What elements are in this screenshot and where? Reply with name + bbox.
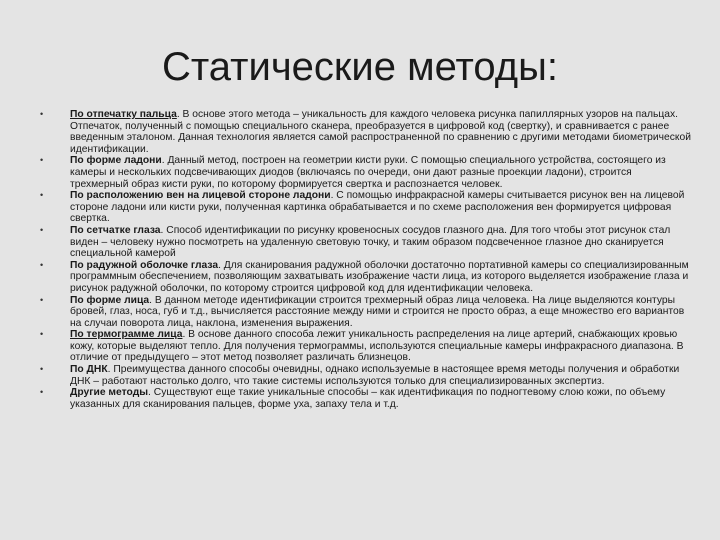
bullet-icon: • <box>40 259 44 270</box>
bullet-icon: • <box>40 190 44 201</box>
list-item <box>40 364 692 387</box>
list-item <box>40 329 692 364</box>
bullet-icon: • <box>40 155 44 166</box>
list-item <box>40 109 692 155</box>
methods-list <box>40 109 692 410</box>
list-item-text: . Способ идентификации по рисунку кровеносных сосудов глазного дна. Для того чтобы этот рисунок стал виден – человеку нужно посмотреть на удаленную световую точку, и таким образом подсвеченное глазное дно сканируется специальной камерой <box>70 224 671 260</box>
list-item-term: По сетчатке глаза <box>70 224 161 236</box>
list-item-term: По форме ладони <box>70 155 162 167</box>
bullet-icon: • <box>40 294 44 305</box>
list-item-text: . Для сканирования радужной оболочки достаточно портативной камеры со специализированным программным обеспечением, позволяющим захватывать изображение части лица, из которого выделяется изображение глаза и рисунок радужной оболочки, по которому строится цифровой код для идентификации человека. <box>70 259 689 294</box>
slide-title: Статические методы: <box>162 45 558 89</box>
list-item <box>40 295 692 330</box>
list-item-term: По форме лица <box>70 294 150 306</box>
bullet-icon: • <box>40 329 44 340</box>
list-item-text: . В основе этого метода – уникальность для каждого человека рисунка папиллярных узоров на пальцах. Отпечаток, полученный с помощью специального сканера, преобразуется в цифровой код (свертку), и сравнивается с ранее введенным эталоном. Данная технология является самой распространенной по сравнению с другими методами биометрической идентификации. <box>70 109 691 155</box>
list-item-term: Другие методы <box>70 387 149 399</box>
list-item-text: . С помощью инфракрасной камеры считывается рисунок вен на лицевой стороне ладони или кисти руки, полученная картинка обрабатывается и по схеме расположения вен формируется цифровая свертка. <box>70 190 685 225</box>
bullet-icon: • <box>40 364 44 375</box>
list-item-term: По ДНК <box>70 364 108 376</box>
list-item-text: . В данном методе идентификации строится трехмерный образ лица человека. На лице выделяются контуры бровей, глаз, носа, губ и т.д., вычисляется расстояние между ними и строится не просто образ, а еще множество его вариантов на случаи поворота лица, наклона, изменения выражения. <box>70 294 685 329</box>
list-item <box>40 260 692 295</box>
bullet-icon: • <box>40 109 44 119</box>
list-item-text: . Преимущества данного способы очевидны, однако используемые в настоящее время методы получения и обработки ДНК – работают настолько долго, что такие системы используются только для специализированных экспертиз. <box>70 364 680 387</box>
list-item-term: По отпечатку пальца <box>70 109 177 120</box>
list-item-term: По расположению вен на лицевой стороне ладони <box>70 190 331 202</box>
bullet-icon: • <box>40 387 44 398</box>
bullet-icon: • <box>40 224 44 235</box>
list-item-term: По термограмме лица <box>70 329 183 341</box>
list-item <box>40 155 692 190</box>
list-item-text: . В основе данного способа лежит уникальность распределения на лице артерий, снабжающих кровью кожу, которые выделяют тепло. Для получения термограммы, используются специальные камеры инфракрасного диапазона. В отличие от предыдущего – этот метод позволяет различать близнецов. <box>70 329 684 364</box>
list-item-text: . Существуют еще такие уникальные способы – как идентификация по подногтевому слою кожи, по объему указанных для сканирования пальцев, форме уха, запаху тела и т.д. <box>70 387 666 410</box>
list-item-term: По радужной оболочке глаза <box>70 259 219 271</box>
list-item <box>40 225 692 260</box>
list-item-text: . Данный метод, построен на геометрии кисти руки. С помощью специального устройства, состоящего из камеры и нескольких подсвечивающих диодов (включаясь по очереди, они дают разные проекции ладони), строится трехмерный образ кисти руки, по которому формируется свертка и распознается человек. <box>70 155 666 190</box>
list-item <box>40 387 692 410</box>
list-item <box>40 190 692 225</box>
